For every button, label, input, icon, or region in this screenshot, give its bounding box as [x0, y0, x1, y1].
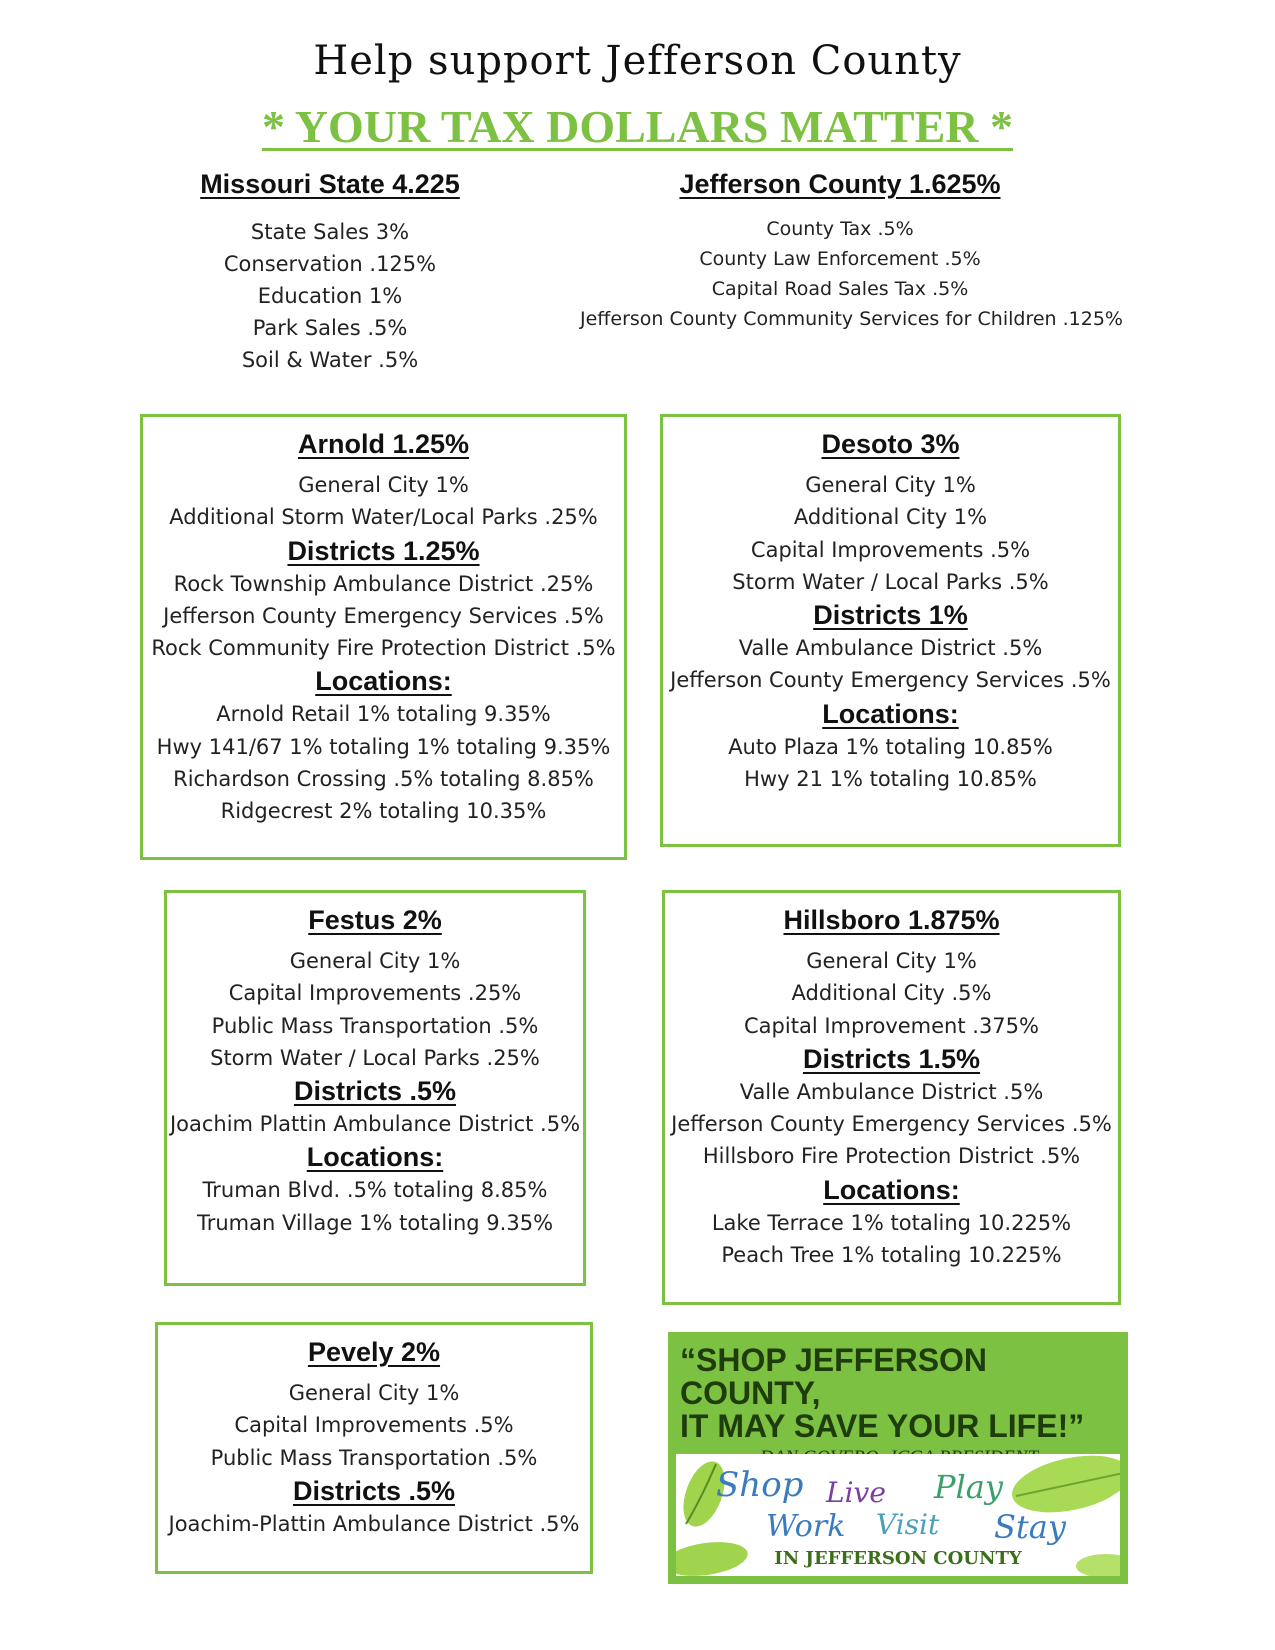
desoto-districts-heading: Districts 1%	[813, 600, 968, 631]
arnold-district: Rock Community Fire Protection District .5%	[151, 636, 616, 661]
arnold-item: General City 1%	[298, 473, 469, 497]
pevely-item: General City 1%	[288, 1381, 460, 1405]
state-item: Education 1%	[257, 284, 403, 308]
arnold-districts-heading: Districts 1.25%	[287, 535, 480, 566]
state-tax-section	[140, 166, 520, 376]
desoto-item: Capital Improvements .5%	[750, 537, 1031, 562]
desoto-district: Valle Ambulance District .5%	[738, 636, 1043, 661]
desoto-item: Storm Water / Local Parks .5%	[732, 569, 1049, 594]
pevely-item: Public Mass Transportation .5%	[210, 1445, 538, 1470]
banner-word: Shop	[716, 1465, 804, 1505]
pevely-districts-heading: Districts .5%	[292, 1475, 456, 1506]
desoto-location: Hwy 21 1% totaling 10.85%	[744, 767, 1037, 792]
arnold-box	[140, 414, 627, 860]
festus-item: General City 1%	[289, 949, 461, 973]
hillsboro-locations-heading: Locations:	[823, 1174, 960, 1205]
banner-word: Stay	[994, 1508, 1066, 1546]
promo-quote-line1: “SHOP JEFFERSON COUNTY,	[680, 1342, 988, 1411]
arnold-item: Additional Storm Water/Local Parks .25%	[169, 505, 598, 530]
festus-heading: Festus 2%	[308, 905, 442, 935]
state-item: State Sales 3%	[250, 220, 410, 244]
banner-tagline: IN JEFFERSON COUNTY	[774, 1548, 1022, 1569]
county-tax-section	[580, 166, 1123, 334]
hillsboro-districts-heading: Districts 1.5%	[802, 1043, 981, 1074]
banner-word: Visit	[876, 1508, 940, 1541]
desoto-heading: Desoto 3%	[821, 429, 960, 459]
county-heading: Jefferson County 1.625%	[679, 169, 1001, 199]
hillsboro-location: Lake Terrace 1% totaling 10.225%	[711, 1210, 1072, 1235]
festus-box	[164, 890, 586, 1286]
arnold-location: Hwy 141/67 1% totaling 1% totaling 9.35%	[156, 734, 611, 759]
banner-word: Play	[934, 1468, 1003, 1506]
pevely-item: Capital Improvements .5%	[234, 1413, 514, 1438]
hillsboro-location: Peach Tree 1% totaling 10.225%	[721, 1243, 1062, 1268]
hillsboro-district: Valle Ambulance District .5%	[739, 1079, 1044, 1104]
leaf-icon	[676, 1537, 750, 1576]
desoto-box	[660, 414, 1121, 847]
page-title: Help support Jefferson County	[313, 38, 962, 84]
county-item: County Law Enforcement .5%	[699, 248, 981, 270]
pevely-heading: Pevely 2%	[307, 1337, 441, 1367]
pevely-district: Joachim-Plattin Ambulance District .5%	[168, 1511, 580, 1536]
shop-local-promo	[668, 1332, 1128, 1584]
desoto-district: Jefferson County Emergency Services .5%	[670, 668, 1111, 693]
arnold-district: Jefferson County Emergency Services .5%	[163, 603, 604, 628]
hillsboro-district: Hillsboro Fire Protection District .5%	[702, 1144, 1081, 1169]
hillsboro-item: Capital Improvement .375%	[744, 1013, 1039, 1038]
desoto-locations-heading: Locations:	[822, 698, 959, 729]
state-item: Park Sales .5%	[252, 316, 408, 340]
festus-item: Capital Improvements .25%	[228, 981, 522, 1006]
hillsboro-box	[662, 890, 1121, 1305]
festus-item: Storm Water / Local Parks .25%	[210, 1045, 540, 1070]
arnold-location: Richardson Crossing .5% totaling 8.85%	[173, 767, 594, 792]
promo-quote-line2: IT MAY SAVE YOUR LIFE!”	[680, 1408, 1085, 1444]
hillsboro-item: Additional City .5%	[791, 981, 992, 1006]
banner-graphic	[676, 1454, 1120, 1576]
hillsboro-district: Jefferson County Emergency Services .5%	[671, 1112, 1112, 1137]
arnold-district: Rock Township Ambulance District .25%	[173, 571, 594, 596]
arnold-location: Ridgecrest 2% totaling 10.35%	[220, 799, 547, 824]
page-subtitle: * YOUR TAX DOLLARS MATTER *	[262, 101, 1013, 152]
desoto-location: Auto Plaza 1% totaling 10.85%	[728, 734, 1053, 759]
festus-district: Joachim Plattin Ambulance District .5%	[169, 1112, 581, 1137]
banner-word: Live	[826, 1476, 886, 1509]
pevely-box	[155, 1322, 593, 1574]
desoto-item: Additional City 1%	[793, 505, 988, 530]
festus-locations-heading: Locations:	[306, 1142, 444, 1173]
banner-word: Work	[766, 1509, 846, 1544]
state-item: Conservation .125%	[223, 252, 437, 276]
arnold-locations-heading: Locations:	[315, 666, 452, 697]
county-item: Capital Road Sales Tax .5%	[711, 278, 969, 300]
state-heading: Missouri State 4.225	[200, 169, 460, 199]
leaf-icon	[1076, 1554, 1120, 1576]
promo-banner	[676, 1454, 1120, 1576]
hillsboro-item: General City 1%	[806, 949, 977, 973]
arnold-heading: Arnold 1.25%	[297, 429, 470, 459]
county-item: County Tax .5%	[766, 218, 914, 240]
desoto-item: General City 1%	[805, 473, 976, 497]
festus-districts-heading: Districts .5%	[293, 1076, 457, 1107]
county-item: Jefferson County Community Services for Children .125%	[580, 308, 1123, 330]
festus-location: Truman Blvd. .5% totaling 8.85%	[202, 1178, 548, 1203]
arnold-location: Arnold Retail 1% totaling 9.35%	[216, 702, 551, 727]
state-item: Soil & Water .5%	[241, 348, 419, 372]
festus-item: Public Mass Transportation .5%	[211, 1013, 539, 1038]
festus-location: Truman Village 1% totaling 9.35%	[196, 1210, 554, 1235]
hillsboro-heading: Hillsboro 1.875%	[783, 905, 1000, 935]
